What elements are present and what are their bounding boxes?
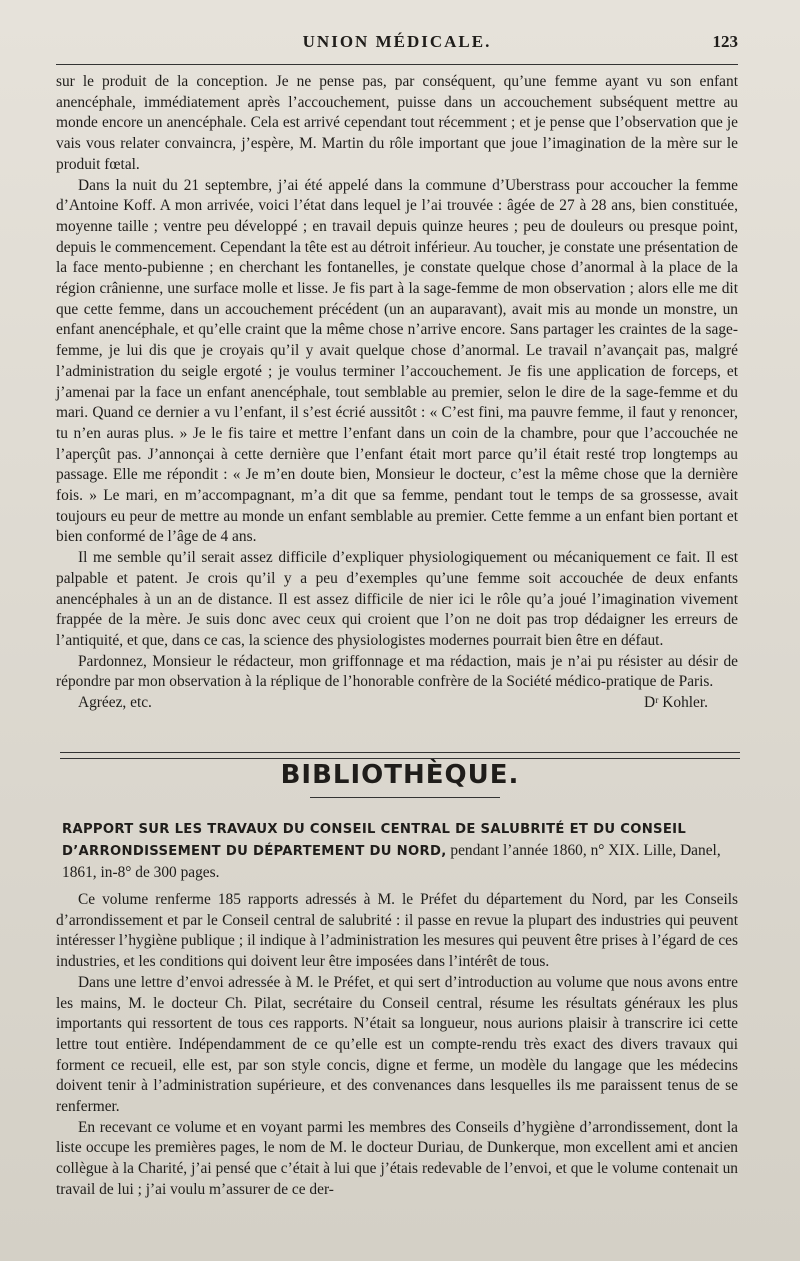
letter-paragraph: Pardonnez, Monsieur le rédacteur, mon griffonnage et ma rédaction, mais je n’ai pu résister au désir de répondre par mon observation à la réplique de l’honorable confrère de la Société médico-pratique de Paris. <box>56 652 738 691</box>
running-head <box>56 30 738 56</box>
review-paragraph: En recevant ce volume et en voyant parmi les membres des Conseils d’hygiène d’arrondissement, dont la liste occupe les premières pages, le nom de M. le docteur Duriau, de Dunkerque, mon excellent ami et ancien collègue à la Charité, j’ai pensé que c’était à lui que j’étais redevable de l’envoi, et que le volume contenait un travail de lui ; j’ai voulu m’assurer de ce der- <box>56 1118 738 1198</box>
section-title-rule <box>310 797 500 798</box>
letter-closing-line <box>56 693 738 714</box>
review-heading-caps: RAPPORT SUR LES TRAVAUX DU CONSEIL CENTRAL DE SALUBRITÉ ET DU CONSEIL D’ARRONDISSEMENT DU DÉPARTEMENT DU NORD, <box>62 822 687 859</box>
letter-signature: Dʳ Kohler. <box>643 694 708 712</box>
letter-paragraph: sur le produit de la conception. Je ne pense pas, par conséquent, qu’une femme ayant vu son enfant anencéphale, immédiatement après l’accouchement, puisse dans un accouchement subséquent mettre au monde encore un anencéphale. Cela est arrivé cependant tout récemment ; et je pense que l’observation que je vais vous relater convaincra, j’espère, M. Martin du rôle important que joue l’imagination de la mère sur le produit fœtal. <box>56 73 738 173</box>
letter-paragraph: Il me semble qu’il serait assez difficile d’expliquer physiologiquement ou mécaniquement ce fait. Il est palpable et patent. Je crois qu’il y a peu d’exemples qu’une femme soit accouchée de deux enfants anencéphales à un an de distance. Il est assez difficile de nier ici le rôle qu’a joué l’imagination vivement frappée de la mère. Je suis donc avec ceux qui croient que l’on ne doit pas trop dédaigner les erreurs de l’antiquité, et que, dans ce cas, la science des physiologistes modernes pourrait bien être en défaut. <box>56 549 738 649</box>
letter-closing: Agréez, etc. <box>78 694 152 712</box>
page-number: 123 <box>712 32 738 51</box>
review-heading <box>62 818 738 883</box>
review-paragraph: Ce volume renferme 185 rapports adressés à M. le Préfet du département du Nord, par les Conseils d’arrondissement et par le Conseil central de salubrité : il passe en revue la plupart des industries qui peuvent intéresser l’hygiène publique ; il indique à l’administration les mesures qui peuvent être prises à l’égard de ces industries, et les conditions qui doivent leur être imposées dans l’intérêt de tous. <box>56 891 738 971</box>
header-rule <box>56 64 738 65</box>
review-body <box>56 890 738 1201</box>
section-title: BIBLIOTHÈQUE. <box>280 760 520 790</box>
section-divider <box>60 752 740 759</box>
letter-body <box>56 72 738 714</box>
review-paragraph: Dans une lettre d’envoi adressée à M. le Préfet, et qui sert d’introduction au volume que nous avons entre les mains, M. le docteur Ch. Pilat, secrétaire du Conseil central, résume les résultats généraux les plus importants qui ressortent de tous ces rapports. N’était sa longueur, nous aurions plaisir à transcrire ici cette lettre tout entière. Indépendamment de ce qu’elle est un compte-rendu très exact des divers travaux qui forment ce recueil, elle est, par son style concis, digne et ferme, un modèle du langage que les médecins doivent tenir à l’administration supérieure, et des convenances dans lesquelles ils me paraissent tenus de se renfermer. <box>56 973 738 1116</box>
journal-title: UNION MÉDICALE. <box>302 32 492 51</box>
letter-paragraph: Dans la nuit du 21 septembre, j’ai été appelé dans la commune d’Uberstrass pour accoucher la femme d’Antoine Koff. A mon arrivée, voici l’état dans lequel je l’ai trouvée : âgée de 27 à 28 ans, bien constituée, moyenne taille ; ventre peu développé ; en travail depuis quinze heures ; peu de douleurs ou presque point, depuis le commencement. Cependant la tête est au détroit inférieur. Au toucher, je constate une présentation de la face mento-pubienne ; en cherchant les fontanelles, je constate quelque chose d’anormal à la place de la région crânienne, une surface molle et lisse. Je fis part à la sage-femme de mon observation ; alors elle me dit que cette femme, dans un accouchement précédent (un an auparavant), avait mis au monde un monstre, un enfant anencéphale, et qu’elle craint que la même chose n’arrive encore. Sans partager les craintes de la sage-femme, je lui dis que je croyais qu’il y avait quelque chose d’anormal. Le travail n’avançait pas, malgré l’administration du seigle ergoté ; je voulus terminer l’accouchement. Je fis une application de forceps, et j’amenai par la face un enfant anencéphale, tout semblable au premier, selon le dire de la sage-femme et du mari. Quand ce dernier a vu l’enfant, il s’est écrié aussitôt : « C’est fini, ma pauvre femme, il faut y renoncer, tu n’en auras plus. » Je le fis taire et mettre l’enfant dans un coin de la chambre, pour que l’accouchée ne l’aperçût pas. J’annonçai à cette dernière que l’enfant était mort parce qu’il était resté trop longtemps au passage. Elle me répondit : « Je m’en doute bien, Monsieur le docteur, c’est la même chose que la dernière fois. » Le mari, en m’accompagnant, m’a dit que sa femme, pendant tout le temps de sa grossesse, avait toujours eu peur de mettre au monde un enfant semblable au premier. Cette femme a un enfant bien portant et bien conformé de l’âge de 4 ans. <box>56 176 738 546</box>
review-heading-details: pendant l’année 1860, n° XIX. Lille, Danel, 1861, in-8° de 300 pages. <box>62 842 721 881</box>
